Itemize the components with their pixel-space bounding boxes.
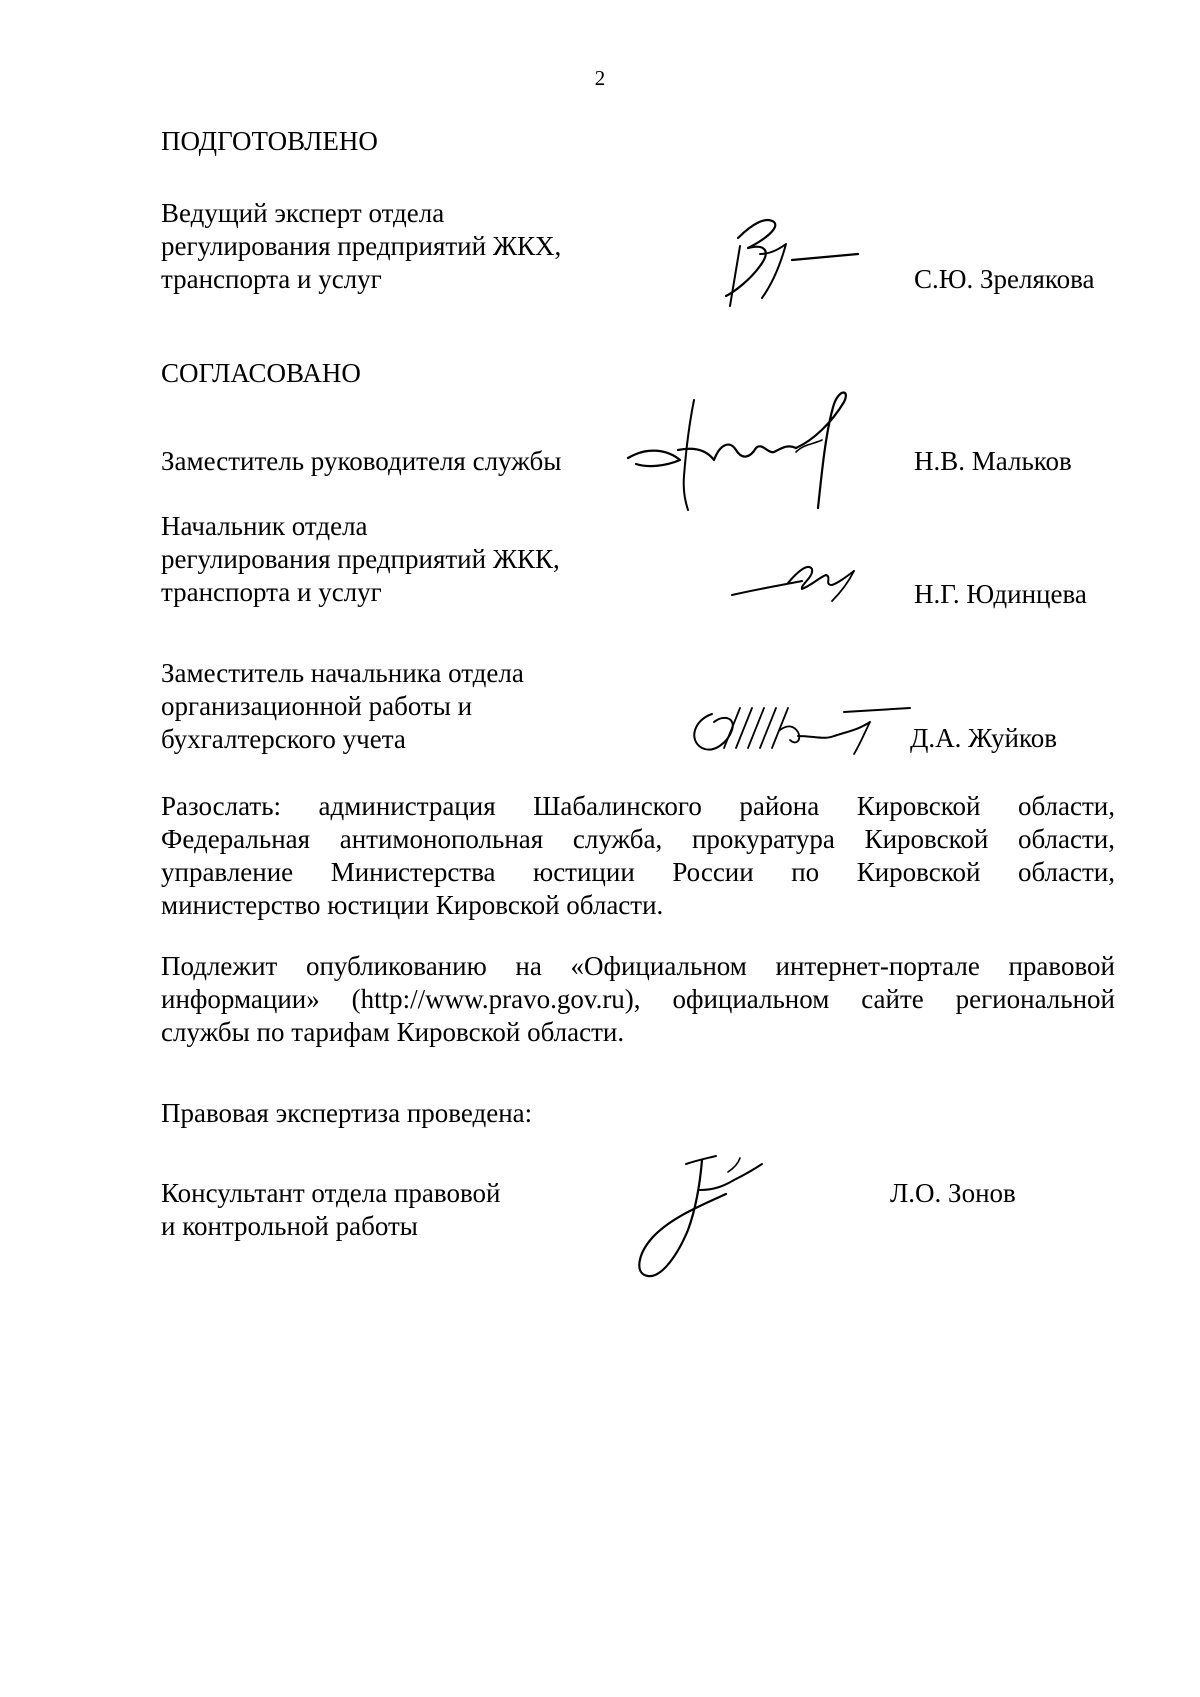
agreed-heading: СОГЛАСОВАНО (161, 358, 361, 388)
signature-zhuykov (684, 700, 914, 760)
signer-name: Д.А. Жуйков (910, 723, 1057, 753)
signer-name: Н.В. Мальков (914, 446, 1072, 476)
signature-malkov (618, 380, 888, 530)
signer-position-line: Заместитель начальника отдела (161, 658, 524, 688)
legal-review-heading: Правовая экспертиза проведена: (161, 1098, 533, 1128)
distribution-line: Разослать: администрация Шабалинского района Кировской области, (161, 791, 1115, 821)
signer-position-line: бухгалтерского учета (161, 724, 406, 754)
prepared-position-line: транспорта и услуг (161, 264, 382, 294)
signer-position-line: транспорта и услуг (161, 577, 382, 607)
legal-review-position-line: и контрольной работы (161, 1211, 418, 1241)
signer-name: С.Ю. Зрелякова (914, 264, 1095, 294)
signature-zonov (630, 1150, 790, 1290)
publication-line: службы по тарифам Кировской области. (161, 1017, 625, 1047)
prepared-position (161, 197, 561, 296)
publication-line: Подлежит опубликованию на «Официальном интернет-портале правовой (161, 951, 1115, 981)
publication-paragraph (161, 950, 1115, 1049)
signer-position (161, 657, 524, 756)
legal-review-position (161, 1177, 500, 1243)
prepared-heading: ПОДГОТОВЛЕНО (161, 126, 378, 156)
signer-position-line: организационной работы и (161, 691, 473, 721)
signer-position (161, 445, 561, 478)
signer-position-line: Начальник отдела (161, 511, 368, 541)
distribution-line: министерство юстиции Кировской области. (161, 890, 664, 920)
signer-position-line: Заместитель руководителя службы (161, 446, 562, 476)
signer-name: Л.О. Зонов (890, 1178, 1016, 1208)
signer-position (161, 510, 560, 609)
signer-position-line: регулирования предприятий ЖКК, (161, 544, 560, 574)
legal-review-position-line: Консультант отдела правовой (161, 1178, 501, 1208)
distribution-line: управление Министерства юстиции России по Кировской области, (161, 857, 1115, 887)
publication-line: информации» (http://www.pravo.gov.ru), официальном сайте региональной (161, 984, 1115, 1014)
prepared-position-line: регулирования предприятий ЖКХ, (161, 231, 562, 261)
distribution-line: Федеральная антимонопольная служба, прокуратура Кировской области, (161, 824, 1115, 854)
signer-name: Н.Г. Юдинцева (914, 579, 1087, 609)
prepared-position-line: Ведущий эксперт отдела (161, 198, 445, 228)
distribution-paragraph (161, 790, 1115, 922)
signature-yudintseva (728, 555, 868, 605)
signature-zrelyakova (700, 210, 870, 320)
page-number: 2 (594, 66, 606, 90)
